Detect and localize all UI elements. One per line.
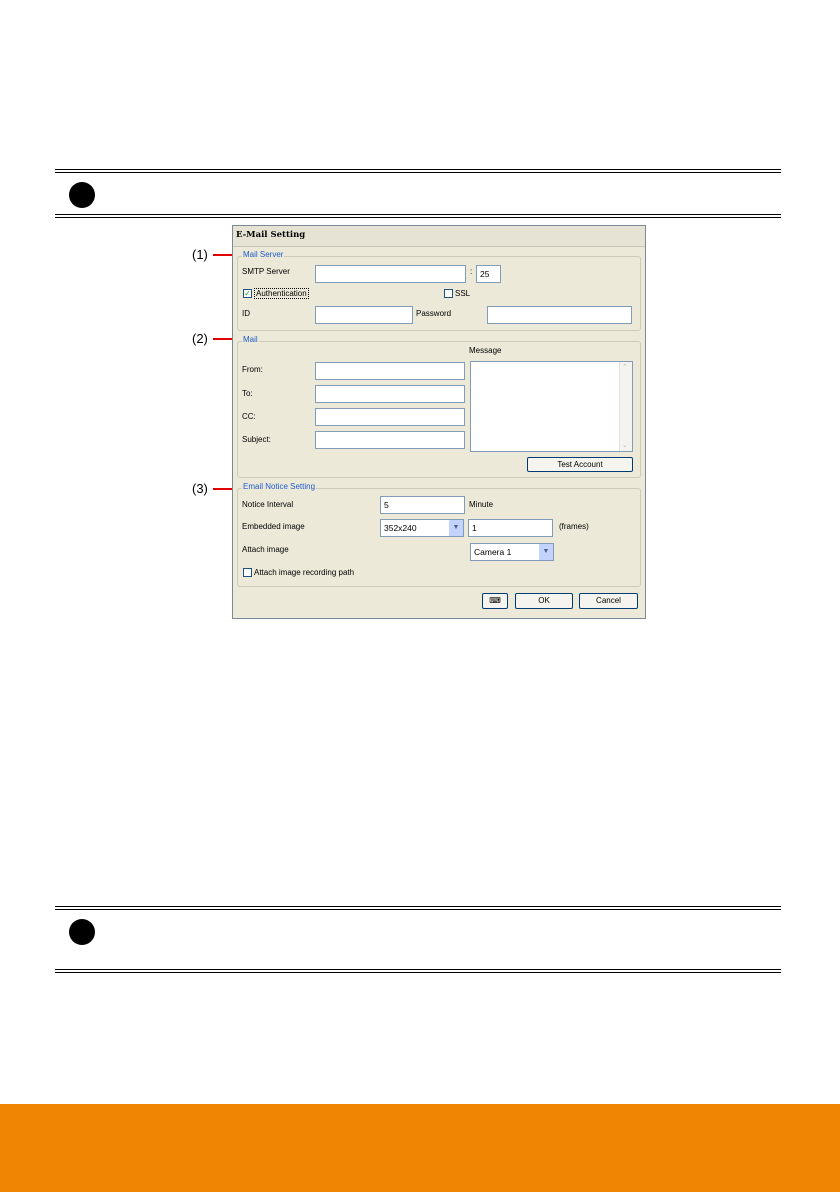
smtp-port-input[interactable]: 25 [476, 265, 501, 283]
annotation-2: (2) [192, 331, 208, 346]
frames-unit: (frames) [559, 522, 589, 531]
to-input[interactable] [315, 385, 465, 403]
note2-bottom-rule-2 [55, 972, 781, 973]
ssl-checkbox[interactable] [444, 289, 453, 298]
scroll-up-icon[interactable]: ⌃ [622, 364, 628, 371]
note-bottom-rule-2 [55, 217, 781, 218]
port-separator: : [470, 267, 473, 276]
attach-image-label: Attach image [242, 545, 289, 554]
notice-interval-label: Notice Interval [242, 500, 294, 509]
test-account-button[interactable]: Test Account [527, 457, 633, 472]
attach-image-select[interactable] [470, 543, 554, 561]
email-notice-legend: Email Notice Setting [243, 482, 316, 491]
embedded-image-value: 352x240 [384, 523, 417, 533]
note-bottom-rule-1 [55, 214, 781, 215]
note-icon [69, 182, 95, 208]
attach-path-label: Attach image recording path [254, 568, 355, 577]
cc-input[interactable] [315, 408, 465, 426]
note2-top-rule-1 [55, 906, 781, 907]
to-label: To: [242, 389, 253, 398]
authentication-checkbox[interactable] [243, 289, 252, 298]
message-textarea[interactable] [470, 361, 633, 452]
message-label: Message [469, 346, 502, 355]
chevron-down-icon[interactable]: ▼ [449, 520, 463, 536]
password-label: Password [416, 309, 452, 318]
footer-bar [0, 1104, 840, 1192]
keyboard-button[interactable] [482, 593, 508, 609]
annotation-3: (3) [192, 481, 208, 496]
keyboard-icon: ⌨ [489, 596, 501, 605]
password-input[interactable] [487, 306, 632, 324]
embedded-image-select[interactable] [380, 519, 464, 537]
ok-button[interactable]: OK [515, 593, 573, 609]
message-scrollbar[interactable] [619, 362, 632, 451]
email-setting-dialog [232, 225, 646, 619]
chevron-down-icon[interactable]: ▼ [539, 544, 553, 560]
embedded-image-label: Embedded image [242, 522, 305, 531]
mail-server-legend: Mail Server [243, 250, 284, 259]
note2-top-rule-2 [55, 909, 781, 910]
dialog-titlebar[interactable] [233, 226, 645, 247]
notice-interval-unit: Minute [469, 500, 494, 509]
smtp-server-input[interactable] [315, 265, 466, 283]
subject-input[interactable] [315, 431, 465, 449]
frames-input[interactable]: 1 [468, 519, 553, 537]
subject-label: Subject: [242, 435, 271, 444]
note2-bottom-rule-1 [55, 969, 781, 970]
scroll-down-icon[interactable]: ⌄ [622, 442, 628, 449]
ssl-label: SSL [455, 289, 471, 298]
check-icon: ✓ [244, 289, 251, 298]
attach-image-value: Camera 1 [474, 547, 512, 557]
from-label: From: [242, 365, 263, 374]
attach-path-checkbox[interactable] [243, 568, 252, 577]
note-top-rule-1 [55, 169, 781, 170]
note2-icon [69, 919, 95, 945]
from-input[interactable] [315, 362, 465, 380]
id-input[interactable] [315, 306, 413, 324]
cancel-button[interactable]: Cancel [579, 593, 638, 609]
authentication-label: Authentication [256, 289, 307, 298]
notice-interval-input[interactable]: 5 [380, 496, 465, 514]
annotation-1: (1) [192, 247, 208, 262]
cc-label: CC: [242, 412, 256, 421]
note-top-rule-2 [55, 172, 781, 173]
dialog-title: E-Mail Setting [236, 230, 306, 240]
smtp-server-label: SMTP Server [242, 267, 290, 276]
mail-legend: Mail [243, 335, 258, 344]
id-label: ID [242, 309, 250, 318]
